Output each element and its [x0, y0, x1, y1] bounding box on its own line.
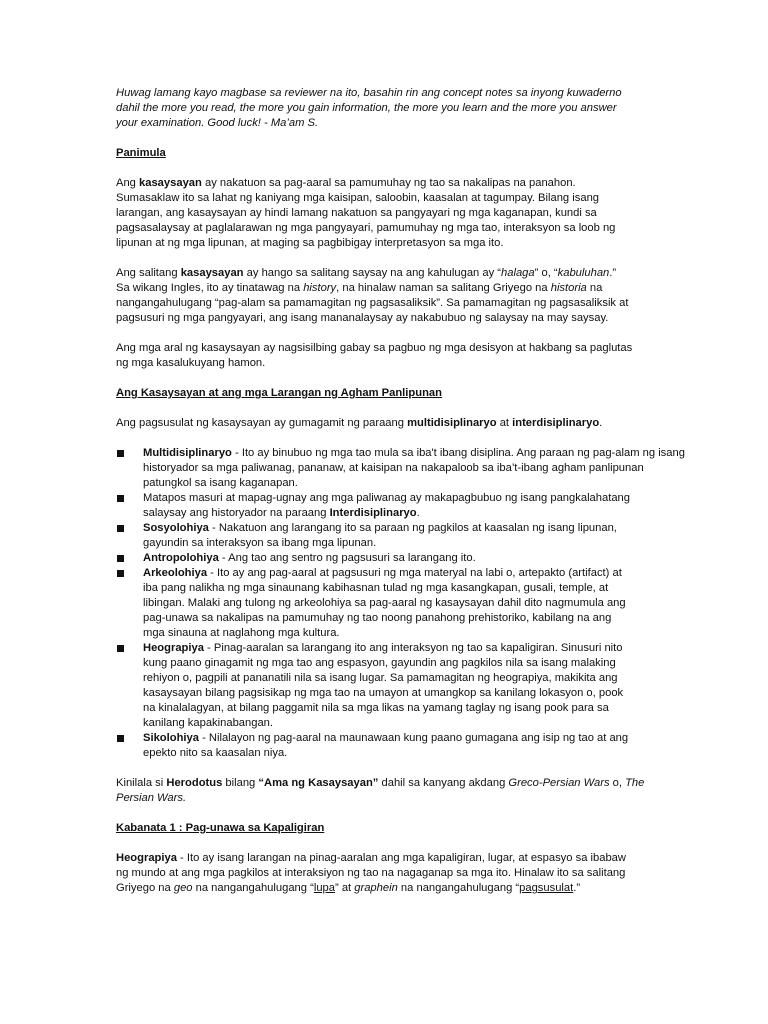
- list-item: Antropolohiya - Ang tao ang sentro ng pagsusuri sa larangang ito.: [116, 551, 716, 566]
- intro-line: dahil the more you read, the more you gain information, the more you learn and the more you answer: [116, 102, 617, 114]
- square-bullet-icon: [117, 555, 124, 562]
- paragraph-kasaysayan-lessons: Ang mga aral ng kasaysayan ay nagsisilbing gabay sa pagbuo ng mga desisyon at hakbang sa paglutas ng mga kasalukuyang hamon.: [116, 342, 633, 369]
- paragraph-kasaysayan-definition: Ang kasaysayan ay nakatuon sa pag-aaral sa pamumuhay ng tao sa nakalipas na panahon. Sumasaklaw ito sa lahat ng kaniyang mga kaisipan, saloobin, kaasalan at tagumpay. Bilang isang larangan, ang kasaysayan ay hindi lamang nakatuon sa pangyayari ng mga kaganapan, kundi sa pagsasalaysay at paglalarawan ng mga pangyayari, pamumuhay ng mga tao, interaksyon sa loob ng lipunan at ng mga lipunan, at maging sa pagbibigay interpretasyon sa mga ito.: [116, 177, 616, 249]
- list-item: Arkeolohiya - Ito ay ang pag-aaral at pagsusuri ng mga materyal na labi o, artepakto (artifact) at iba pang nalikha ng mga sinaunang kabihasnan tulad ng mga kasangkapan, gusali, temple, at libingan. Malaki ang tulong ng arkeolohiya sa pag-aaral ng kasaysayan dahil dito nagmumula ang pag-unawa sa nakalipas na pamumuhay ng tao noong panahong prehistoriko, kabilang na ang mga sinauna at naglahong mga kultura.: [116, 566, 716, 641]
- square-bullet-icon: [117, 570, 124, 577]
- list-item: Sosyolohiya - Nakatuon ang larangang ito sa paraan ng pagkilos at kaasalan ng isang lipunan, gayundin sa interaksyon sa ibang mga lipunan.: [116, 521, 716, 551]
- paragraph-heograpiya: Heograpiya - Ito ay isang larangan na pinag-aaralan ang mga kapaligiran, lugar, at espasyo sa ibabaw ng mundo at ang mga pagkilos at interaksiyon ng tao na nagaganap sa mga ito. Hinalaw ito sa salitang Griyego na geo na nangangahulugang “lupa” at graphein na nangangahulugang “pagsusulat.”: [116, 852, 626, 894]
- document-page: [116, 86, 716, 896]
- disciplines-list: [116, 446, 716, 761]
- intro-note: [116, 86, 716, 131]
- intro-line: Huwag lamang kayo magbase sa reviewer na ito, basahin rin ang concept notes sa inyong kuwaderno: [116, 87, 622, 99]
- paragraph-herodotus: Kinilala si Herodotus bilang “Ama ng Kasaysayan” dahil sa kanyang akdang Greco-Persian Wars o, The Persian Wars.: [116, 777, 645, 804]
- term-kasaysayan: kasaysayan: [180, 267, 244, 279]
- list-item: Heograpiya - Pinag-aaralan sa larangang ito ang interaksyon ng tao sa kapaligiran. Sinusuri nito kung paano ginagamit ng mga tao ang espasyon, gayundin ang pagkilos nila sa isang malaking rehiyon o, pagpili at pananatili nila sa isang lugar. Sa pamamagitan ng heograpiya, makikita ang kasaysayan bilang pagsisikap ng mga tao na umayon at umangkop sa kanilang lokasyon o, pook na kinalalagyan, at bilang paggamit nila sa mga likas na yamang taglay ng isang pook para sa kanilang kapakinabangan.: [116, 641, 716, 731]
- heading-kabanata-1: Kabanata 1 : Pag-unawa sa Kapaligiran: [116, 822, 325, 834]
- term-kasaysayan: kasaysayan: [139, 177, 202, 189]
- list-item: Sikolohiya - Nilalayon ng pag-aaral na maunawaan kung paano gumagana ang isip ng tao at ang epekto nito sa kaasalan niya.: [116, 731, 716, 761]
- square-bullet-icon: [117, 735, 124, 742]
- square-bullet-icon: [117, 645, 124, 652]
- square-bullet-icon: [117, 525, 124, 532]
- square-bullet-icon: [117, 450, 124, 457]
- list-item: Multidisiplinaryo - Ito ay binubuo ng mga tao mula sa iba't ibang disiplina. Ang paraan ng pag-alam ng isang historyador sa mga paliwanag, pananaw, at kaisipan na nakapaloob sa iba’t-ibang agham panlipunan patungkol sa isang kaganapan.: [116, 446, 716, 491]
- heading-panimula: Panimula: [116, 147, 166, 159]
- paragraph-kasaysayan-origin: Ang salitang kasaysayan ay hango sa salitang saysay na ang kahulugan ay “halaga” o, “kabuluhan.” Sa wikang Ingles, ito ay tinatawag na history, na hinalaw naman sa salitang Griyego na historia na nangangahulugang “pag-alam sa pamamagitan ng pagsasaliksik”. Sa pamamagitan ng pagsasaliksik at pagsusuri ng mga pangyayari, ang isang mananalaysay ay nakabubuo ng salaysay na may saysay.: [116, 267, 629, 324]
- intro-line: your examination. Good luck! - Ma’am S.: [116, 117, 319, 129]
- list-item: Matapos masuri at mapag-ugnay ang mga paliwanag ay makapagbubuo ng isang pangkalahatang salaysay ang historyador na paraang Interdisiplinaryo.: [116, 491, 716, 521]
- square-bullet-icon: [117, 495, 124, 502]
- paragraph-approach: Ang pagsusulat ng kasaysayan ay gumagamit ng paraang multidisiplinaryo at interdisiplinaryo.: [116, 417, 603, 429]
- heading-agham-panlipunan: Ang Kasaysayan at ang mga Larangan ng Agham Panlipunan: [116, 387, 442, 399]
